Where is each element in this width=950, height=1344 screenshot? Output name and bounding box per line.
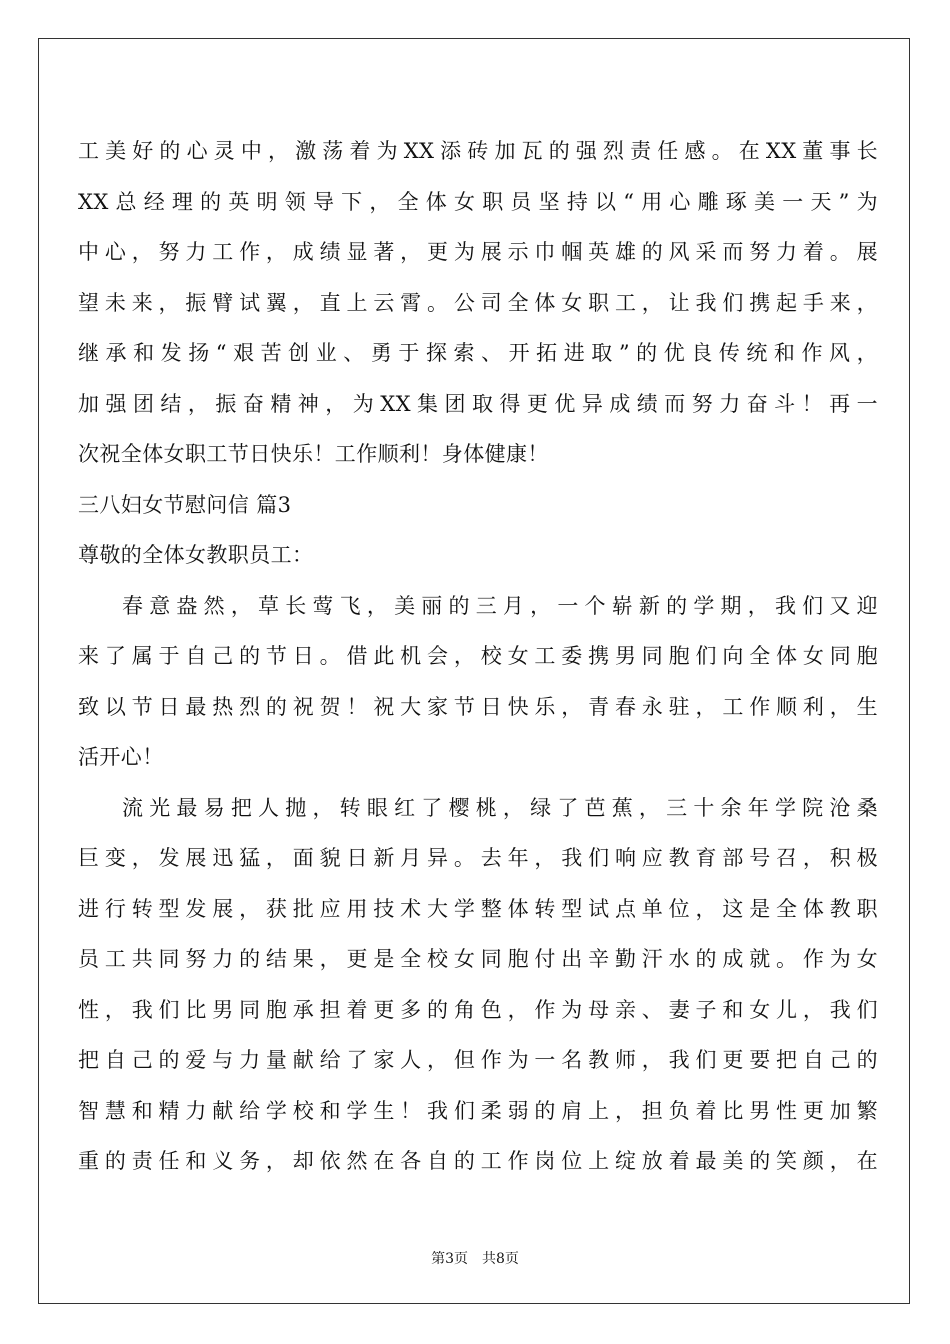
paragraph-line: 继承和发扬“艰苦创业、勇于探索、开拓进取”的优良传统和作风， <box>78 341 878 365</box>
paragraph-line: 进行转型发展，获批应用技术大学整体转型试点单位，这是全体教职 <box>78 896 878 921</box>
paragraph-line: 性，我们比男同胞承担着更多的角色，作为母亲、妻子和女儿，我们 <box>78 997 878 1022</box>
paragraph-line: 流光最易把人抛，转眼红了樱桃，绿了芭蕉，三十余年学院沧桑 <box>122 795 878 820</box>
document-body <box>78 126 878 1187</box>
paragraph-line: 次祝全体女职工节日快乐！工作顺利！身体健康！ <box>78 442 549 466</box>
paragraph-line: 智慧和精力献给学校和学生！我们柔弱的肩上，担负着比男性更加繁 <box>78 1098 878 1123</box>
paragraph-line: XX总经理的英明领导下，全体女职员坚持以“用心雕琢美一天”为 <box>78 189 878 214</box>
paragraph-line: 加强团结，振奋精神，为XX集团取得更优异成绩而努力奋斗！再一 <box>78 391 878 416</box>
paragraph-line: 工美好的心灵中，激荡着为XX添砖加瓦的强烈责任感。在XX董事长 <box>78 139 878 163</box>
paragraph-line: 致以节日最热烈的祝贺！祝大家节日快乐，青春永驻，工作顺利，生 <box>78 694 878 719</box>
paragraph-line: 中心，努力工作，成绩显著，更为展示巾帼英雄的风采而努力着。展 <box>78 240 878 264</box>
section-heading: 三八妇女节慰问信 篇3 <box>78 492 292 517</box>
paragraph-line: 活开心！ <box>78 745 164 769</box>
paragraph-line: 来了属于自己的节日。借此机会，校女工委携男同胞们向全体女同胞 <box>78 644 878 668</box>
paragraph-line: 望未来，振臂试翼，直上云霄。公司全体女职工，让我们携起手来， <box>78 290 878 315</box>
paragraph-line: 重的责任和义务，却依然在各自的工作岗位上绽放着最美的笑颜，在 <box>78 1149 878 1173</box>
page-number-footer: 第3页 共8页 <box>431 1251 519 1267</box>
salutation: 尊敬的全体女教职员工： <box>78 543 314 567</box>
paragraph-line: 巨变，发展迅猛，面貌日新月异。去年，我们响应教育部号召，积极 <box>78 846 878 870</box>
paragraph-line: 春意盎然，草长莺飞，美丽的三月，一个崭新的学期，我们又迎 <box>122 593 878 618</box>
paragraph-line: 员工共同努力的结果，更是全校女同胞付出辛勤汗水的成就。作为女 <box>78 947 878 971</box>
paragraph-line: 把自己的爱与力量献给了家人，但作为一名教师，我们更要把自己的 <box>78 1048 878 1072</box>
